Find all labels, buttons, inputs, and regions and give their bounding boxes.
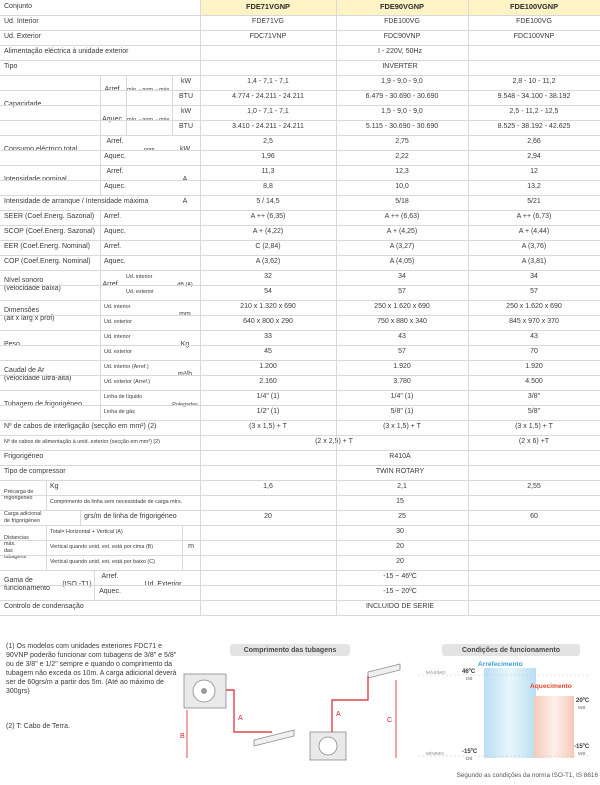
caudal-unit: m³/h	[178, 370, 192, 378]
minimo-label: MÍNIMO	[426, 752, 444, 757]
caudal-value-b-3: 4.500	[525, 378, 543, 386]
eer-value-1: C (2,84)	[255, 243, 281, 251]
distancias-label: Distancias máx. das tubagens	[4, 535, 29, 560]
capacidade-aquec-kw-3: 2,5 - 11,2 - 12,5	[509, 108, 559, 116]
column-divider	[126, 75, 127, 135]
cooling-label: Arrefecimento	[478, 661, 523, 668]
column-divider	[100, 330, 101, 360]
frigorigeneo-value: R410A	[389, 453, 411, 461]
intensidade-aquec-value-3: 13,2	[527, 183, 541, 191]
precarga-comp-value: 15	[396, 498, 404, 506]
peso-unit: Kg	[180, 340, 190, 348]
distancias-unit: m	[188, 543, 194, 551]
capacidade-label: Capacidade	[4, 100, 42, 108]
capacidade-arref-label: Arref.	[104, 85, 122, 93]
tubagem-value-a-2: 1/4" (1)	[390, 393, 414, 401]
column-divider	[100, 75, 101, 135]
precarga-kg-label: Kg	[50, 483, 59, 491]
caudal-value-a-1: 1.200	[259, 363, 277, 371]
row-divider	[0, 285, 600, 286]
scop-value-2: A + (4,25)	[386, 228, 418, 236]
intensidade-aquec-value-2: 10,0	[395, 183, 409, 191]
capacidade-aquec-kw-2: 1,5 - 9,0 - 9,0	[381, 108, 423, 116]
tubagem-value-b-1: 1/2" (1)	[256, 408, 280, 416]
tubagem-unit: Polegadas	[172, 401, 198, 408]
gama-arref-label: Arref.	[101, 573, 119, 581]
cabos-interligacao-value-1: (3 x 1,5) + T	[249, 423, 287, 431]
consumo-aquec-value-3: 2,94	[527, 153, 541, 161]
consumo-aquec-value-1: 1,96	[261, 153, 275, 161]
cool-max-temp: 46ºC	[462, 669, 476, 675]
scop-label: SCOP (Coef.Energ. Sazonal)	[4, 228, 95, 236]
controlo-label: Controlo de condensação	[4, 603, 84, 611]
peso-sub-1: Ud. interior	[104, 334, 131, 341]
outdoor-unit-top-icon	[184, 674, 226, 708]
consumo-arref-value-2: 2,75	[395, 138, 409, 146]
distancias-total-label: Total= Horizontal + Vertical (A)	[50, 529, 123, 536]
cop-value-1: A (3,62)	[255, 258, 281, 266]
cabos-interligacao-value-2: (3 x 1,5) + T	[383, 423, 421, 431]
arranque-unit: A	[182, 198, 188, 206]
pipe-route-bottom	[332, 676, 368, 732]
pipe-route-top	[226, 690, 272, 732]
compressor-label: Tipo de compressor	[4, 468, 66, 476]
row-divider	[0, 495, 600, 496]
carga-value-1: 20	[264, 513, 272, 521]
alimentacao-value: I - 220V, 50Hz	[377, 48, 423, 56]
tipo-label: Tipo	[4, 63, 18, 71]
nivel-sonoro-value-a-2: 34	[398, 273, 406, 281]
arranque-value-1: 5 / 14,5	[256, 198, 280, 206]
cabos-alimentacao-label: Nº de cabos de alimentação à unid. exterior (secção em mm²) (2)	[4, 439, 160, 446]
tubagem-sub-1: Linha de líquido	[104, 394, 143, 401]
pipe-label-a1: A	[238, 715, 243, 722]
tubagem-value-a-3: 3/8"	[527, 393, 541, 401]
capacidade-arref-btu-2: 6.479 - 30.690 - 30.690	[365, 93, 439, 101]
consumo-arref-label: Arref.	[106, 138, 124, 146]
compressor-value: TWIN ROTARY	[375, 468, 425, 476]
conditions-panel-title: Condições de funcionamento	[442, 644, 580, 656]
seer-label: SEER (Coef.Energ. Sazonal)	[4, 213, 95, 221]
precarga-kg-value-2: 2,1	[397, 483, 407, 491]
peso-sub-2: Ud. exterior	[104, 349, 132, 356]
eer-value-3: A (3,76)	[521, 243, 547, 251]
heating-range-bar	[534, 696, 574, 758]
ud-interior-value-2: FDE100VG	[384, 18, 420, 26]
cop-mode: Aquec.	[104, 258, 126, 266]
intensidade-arref-value-2: 12,3	[395, 168, 409, 176]
capacidade-arref-kw-1: 1,4 - 7,1 - 7,1	[247, 78, 289, 86]
precarga-kg-value-1: 1,6	[263, 483, 273, 491]
arranque-value-3: 5/21	[527, 198, 541, 206]
capacidade-range-label: mín. - nom. - máx.	[127, 116, 171, 123]
distancias-total-value: 30	[396, 528, 404, 536]
cabos-interligacao-label: Nº de cabos de interligação (secção em mm²) (2)	[4, 423, 157, 431]
caudal-label: Caudal de Ar (velocidade ultra-alta)	[4, 366, 72, 382]
column-divider	[336, 0, 337, 615]
distancias-baixo-value: 20	[396, 558, 404, 566]
eer-label: EER (Coef.Energ. Nominal)	[4, 243, 90, 251]
caudal-value-b-2: 3.780	[393, 378, 411, 386]
norm-note: Segundo as condições da norma ISO-T1, IS 8616	[456, 772, 598, 779]
peso-value-a-2: 43	[398, 333, 406, 341]
peso-label: Peso	[4, 340, 20, 348]
peso-value-a-1: 33	[264, 333, 272, 341]
seer-mode: Arref.	[104, 213, 122, 221]
scop-mode: Aquec.	[104, 228, 126, 236]
capacidade-aquec-btu-2: 5.115 - 30.690 - 30.690	[365, 123, 439, 131]
cabos-alimentacao-value-2: (2 x 6) +T	[518, 438, 550, 446]
nivel-sonoro-sub-2: Ud. exterior	[126, 289, 154, 296]
nivel-sonoro-unit: dB (A)	[177, 281, 193, 288]
model-header-1: FDE71VGNP	[200, 0, 336, 15]
dimensoes-value-a-3: 250 x 1.620 x 690	[506, 303, 562, 311]
carga-unit-label: grs/m de linha de frigorigéneo	[84, 513, 177, 521]
carga-adicional-label: Carga adicional de frigorigéneo	[4, 511, 42, 524]
operating-conditions-diagram	[418, 660, 598, 770]
nivel-sonoro-label: Nível sonoro (velocidade baixa)	[4, 276, 61, 292]
caudal-sub-1: Ud. interior (Arref.)	[104, 364, 149, 371]
capacidade-aquec-btu-3: 8.525 - 38.192 - 42.625	[497, 123, 571, 131]
capacidade-aquec-kw-unit: kW	[180, 108, 192, 116]
row-divider	[0, 375, 600, 376]
ud-exterior-label: Ud. Exterior	[4, 33, 41, 41]
controlo-value: INCLUIDO DE SERIE	[365, 603, 435, 611]
tubagem-value-b-2: 5/8" (1)	[390, 408, 414, 416]
dimensoes-sub-2: Ud. exterior	[104, 319, 132, 326]
heat-min-temp: -15ºC	[574, 744, 590, 750]
ud-exterior-value-3: FDC100VNP	[513, 33, 555, 41]
column-divider	[200, 0, 201, 615]
precarga-comp-label: Comprimento da linha sem necessidade de carga mtrs.	[50, 499, 183, 506]
distancias-cima-label: Vertical quando unid. ext. está por cima (B)	[50, 544, 154, 551]
peso-value-b-2: 57	[398, 348, 406, 356]
tubagem-value-a-1: 1/4" (1)	[256, 393, 280, 401]
row-divider	[0, 615, 600, 616]
scop-value-3: A + (4,44)	[518, 228, 550, 236]
row-divider	[0, 540, 600, 541]
precarga-label: Précarga de frigorigéneo	[4, 488, 34, 501]
cop-label: COP (Coef.Energ. Nominal)	[4, 258, 91, 266]
footnote-1: (1) Os modelos com unidades exteriores FDC71 e 90VNP poderão funcionar com tubagens de 3/8" e 5/8" ou de 3/8" e 1/2" sempre e quando o comprimento da tubagem não exceda os 10m. A carga adicional deverá ser de 60grs/m a partir dos 5m. (Até ao máximo de 300grs)	[6, 643, 177, 696]
capacidade-arref-btu-3: 9.548 - 34.100 - 38.192	[497, 93, 571, 101]
cabos-alimentacao-value-1: (2 x 2,5) + T	[315, 438, 353, 446]
cool-min-unit: DB	[466, 756, 473, 761]
peso-value-b-3: 70	[530, 348, 538, 356]
eer-mode: Arref.	[104, 243, 122, 251]
row-divider	[0, 180, 600, 181]
heating-label: Aquecimento	[530, 683, 572, 690]
indoor-unit-top-icon	[368, 664, 400, 678]
arranque-label: Intensidade de arranque / Intensidade máxima	[4, 198, 149, 206]
intensidade-arref-value-3: 12	[530, 168, 538, 176]
pipe-label-c: C	[387, 717, 393, 724]
precarga-kg-value-3: 2,55	[527, 483, 541, 491]
alimentacao-label: Alimentação eléctrica à unidade exterior	[4, 48, 129, 56]
cop-value-2: A (4,05)	[389, 258, 415, 266]
nivel-sonoro-value-a-3: 34	[530, 273, 538, 281]
capacidade-aquec-label: Aquec.	[102, 115, 124, 123]
gama-ud-exterior-label: Ud. Exterior	[144, 580, 182, 588]
seer-value-2: A ++ (6,63)	[384, 213, 420, 221]
distancias-cima-value: 20	[396, 543, 404, 551]
dimensoes-sub-1: Ud. interior	[104, 304, 131, 311]
row-divider	[0, 315, 600, 316]
consumo-arref-value-3: 2,66	[527, 138, 541, 146]
seer-value-3: A ++ (6,73)	[516, 213, 552, 221]
pipe-label-a2: A	[336, 711, 341, 718]
intensidade-arref-label: Arref.	[106, 168, 124, 176]
intensidade-arref-value-1: 11,3	[261, 168, 275, 176]
consumo-unit: kW	[179, 145, 191, 153]
cop-value-3: A (3,81)	[521, 258, 547, 266]
caudal-sub-2: Ud. exterior (Arref.)	[104, 379, 151, 386]
consumo-arref-value-1: 2,5	[263, 138, 273, 146]
intensidade-label: Intensidade nominal	[4, 175, 67, 183]
outdoor-unit-bottom-icon	[310, 732, 346, 760]
pipe-label-b: B	[180, 733, 185, 740]
row-divider	[0, 405, 600, 406]
tubagem-label: Tubagem de frigorigéneo	[4, 400, 82, 408]
dimensoes-value-b-2: 750 x 880 x 340	[377, 318, 427, 326]
dimensoes-value-a-2: 250 x 1.620 x 690	[374, 303, 430, 311]
column-divider	[172, 75, 173, 135]
ud-interior-value-1: FDE71VG	[252, 18, 284, 26]
model-header-3: FDE100VGNP	[468, 0, 600, 15]
column-divider	[100, 210, 101, 270]
nivel-sonoro-value-b-1: 54	[264, 288, 272, 296]
model-header-2: FDE90VGNP	[336, 0, 468, 15]
consumo-label: Consumo eléctrico total	[4, 145, 78, 153]
dimensoes-value-b-3: 845 x 970 x 370	[509, 318, 559, 326]
column-divider	[80, 510, 81, 525]
capacidade-arref-kw-2: 1,9 - 9,0 - 9,0	[381, 78, 423, 86]
nivel-sonoro-mode: Arref.	[102, 280, 120, 288]
carga-value-3: 60	[530, 513, 538, 521]
cooling-range-bar	[484, 668, 536, 758]
ud-interior-label: Ud. Interior	[4, 18, 39, 26]
cabos-interligacao-value-3: (3 x 1,5) + T	[515, 423, 553, 431]
scop-value-1: A + (4,22)	[252, 228, 284, 236]
consumo-aquec-label: Aquec.	[104, 153, 126, 161]
dimensoes-label: Dimensões (alt x larg x prof)	[4, 306, 55, 322]
cool-min-temp: -15ºC	[462, 749, 478, 755]
column-divider	[468, 0, 469, 615]
row-divider	[0, 150, 600, 151]
nivel-sonoro-value-a-1: 32	[264, 273, 272, 281]
piping-diagram	[182, 660, 402, 765]
column-divider	[100, 360, 101, 390]
cool-max-unit: DB	[466, 676, 473, 681]
nivel-sonoro-sub-1: Ud. interior	[126, 274, 153, 281]
tubagem-sub-2: Linha de gás	[104, 409, 135, 416]
column-divider	[100, 300, 101, 330]
gama-arref-value: -15 ~ 46ºC	[383, 573, 417, 581]
dimensoes-value-a-1: 210 x 1.320 x 690	[240, 303, 296, 311]
capacidade-arref-kw-unit: kW	[180, 78, 192, 86]
caudal-value-a-2: 1.920	[393, 363, 411, 371]
capacidade-range-label: mín. - nom. - máx.	[127, 86, 171, 93]
piping-panel-title: Comprimento das tubagens	[230, 644, 350, 656]
conjunto-label: Conjunto	[4, 3, 33, 11]
column-divider	[100, 270, 101, 300]
row-divider	[0, 345, 600, 346]
caudal-value-b-1: 2.160	[259, 378, 277, 386]
heat-min-unit: WB	[578, 751, 586, 756]
heat-max-temp: 20ºC	[576, 698, 590, 704]
carga-value-2: 25	[398, 513, 406, 521]
capacidade-aquec-btu-1: 3.410 - 24.211 - 24.211	[232, 123, 304, 131]
arranque-value-2: 5/18	[395, 198, 409, 206]
gama-aquec-value: -15 ~ 20ºC	[383, 588, 417, 596]
row-divider	[0, 555, 600, 556]
ud-exterior-value-1: FDC71VNP	[249, 33, 287, 41]
capacidade-aquec-kw-1: 1,0 - 7,1 - 7,1	[247, 108, 289, 116]
intensidade-aquec-label: Aquec.	[104, 183, 126, 191]
gama-iso-label: (ISO -T1)	[62, 580, 92, 588]
tubagem-value-b-3: 5/8"	[527, 408, 541, 416]
seer-value-1: A ++ (6,35)	[250, 213, 286, 221]
column-divider	[100, 390, 101, 420]
row-divider	[0, 585, 600, 586]
dimensoes-unit: mm	[179, 310, 191, 318]
column-divider	[46, 525, 47, 570]
eer-value-2: A (3,27)	[389, 243, 415, 251]
ud-exterior-value-2: FDC90VNP	[383, 33, 421, 41]
consumo-nom-label: nom.	[144, 146, 156, 153]
distancias-baixo-label: Vertical quando unid. ext. está por baixo (C)	[50, 559, 155, 566]
gama-label: Gama de funcionamento	[4, 576, 50, 592]
peso-value-a-3: 43	[530, 333, 538, 341]
gama-aquec-label: Aquec.	[99, 588, 121, 596]
frigorigeneo-label: Frigorigéneo	[4, 453, 44, 461]
nivel-sonoro-value-b-3: 57	[530, 288, 538, 296]
column-divider	[182, 525, 183, 570]
intensidade-unit: A	[182, 175, 188, 183]
nivel-sonoro-value-b-2: 57	[398, 288, 406, 296]
dimensoes-value-b-1: 640 x 800 x 290	[243, 318, 293, 326]
consumo-aquec-value-2: 2,22	[395, 153, 409, 161]
heat-max-unit: WB	[578, 705, 586, 710]
capacidade-aquec-btu-unit: BTU	[179, 123, 193, 131]
footnote-2: (2) T: Cabo de Terra.	[6, 723, 70, 730]
ud-interior-value-3: FDE100VG	[516, 18, 552, 26]
maximo-label: MÁXIMO	[426, 671, 446, 676]
column-divider	[46, 480, 47, 510]
column-divider	[100, 165, 101, 195]
column-divider	[94, 570, 95, 600]
capacidade-arref-btu-unit: BTU	[179, 93, 193, 101]
capacidade-arref-btu-1: 4.774 - 24.211 - 24.211	[232, 93, 304, 101]
intensidade-aquec-value-1: 8,8	[263, 183, 273, 191]
peso-value-b-1: 45	[264, 348, 272, 356]
capacidade-arref-kw-3: 2,8 - 10 - 11,2	[512, 78, 556, 86]
caudal-value-a-3: 1.920	[525, 363, 543, 371]
column-divider	[100, 135, 101, 165]
tipo-value: INVERTER	[382, 63, 418, 71]
